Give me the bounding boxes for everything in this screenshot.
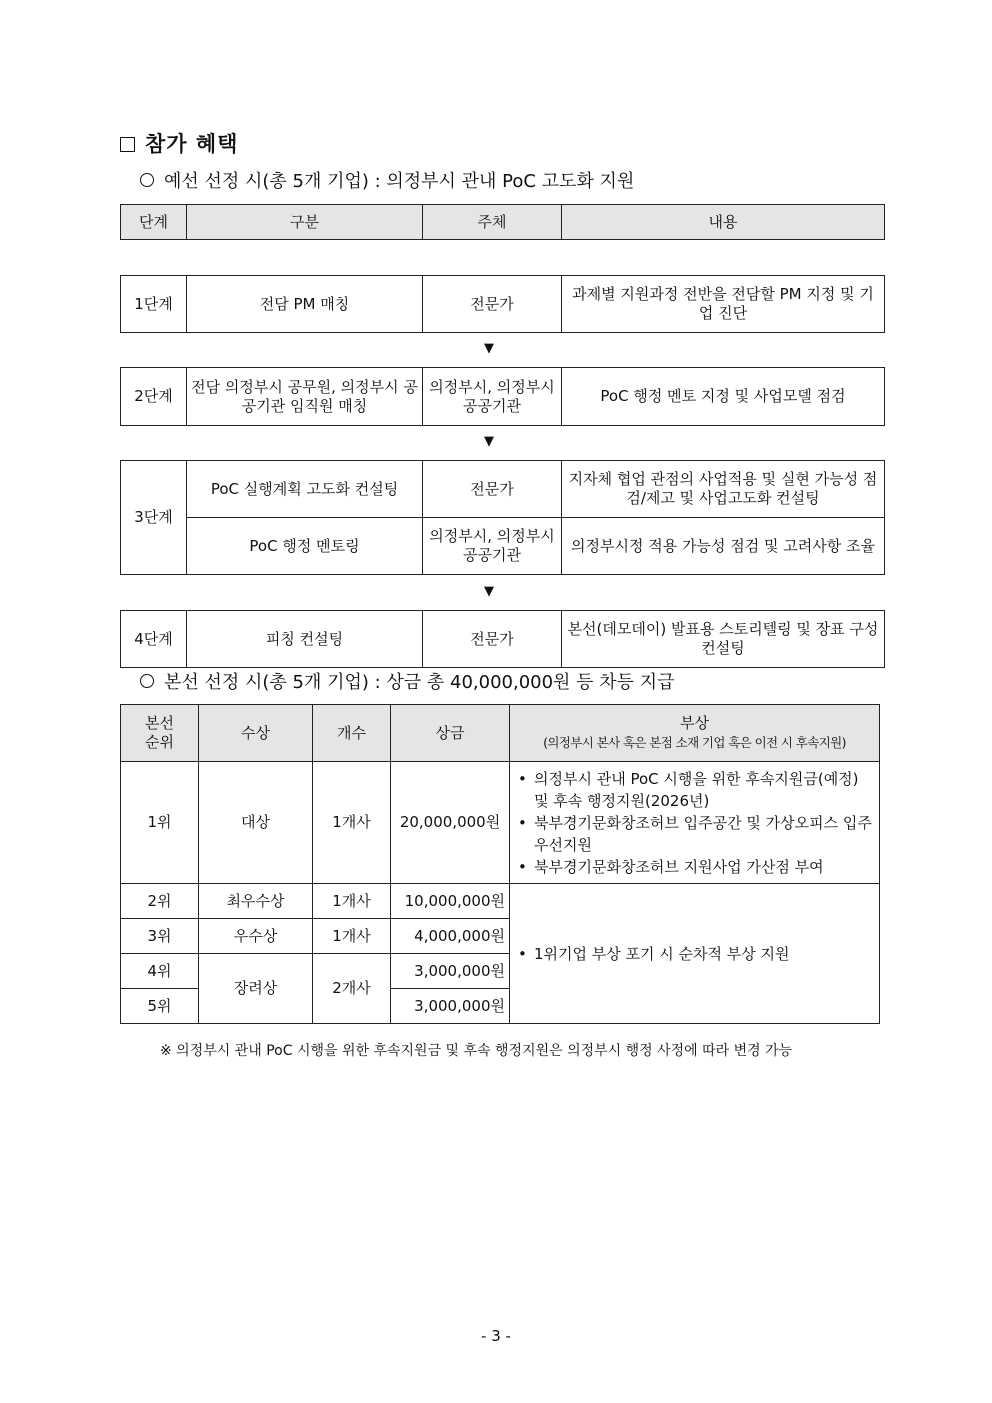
down-arrow-icon: ▼ — [484, 584, 494, 599]
stage3-actor-2: 의정부시, 의정부시 공공기관 — [423, 518, 562, 575]
header-category: 구분 — [187, 205, 423, 240]
down-arrow-icon: ▼ — [484, 434, 494, 449]
circle-bullet-icon — [140, 173, 154, 187]
circle-bullet-icon — [140, 674, 154, 688]
stage1-step: 1단계 — [121, 276, 187, 333]
stage4-step: 4단계 — [121, 611, 187, 668]
header-actor: 주체 — [423, 205, 562, 240]
stage2-table — [120, 367, 885, 426]
rank-1: 1위 — [121, 762, 199, 884]
award-1: 대상 — [199, 762, 313, 884]
bullet-icon: • — [518, 857, 527, 876]
benefit-item — [518, 856, 873, 878]
stage4-table — [120, 610, 885, 668]
prize-5: 3,000,000원 — [391, 989, 510, 1024]
header-award: 수상 — [199, 705, 313, 762]
rank-4: 4위 — [121, 954, 199, 989]
rank-3: 3위 — [121, 919, 199, 954]
page-number: - 3 - — [481, 1327, 511, 1345]
heading-text: 참가 혜택 — [145, 132, 239, 156]
bullet-icon: • — [518, 813, 527, 832]
down-arrow-icon: ▼ — [484, 341, 494, 356]
benefit-item — [518, 768, 873, 812]
final-title — [140, 668, 675, 694]
stage4-category: 피칭 컨설팅 — [187, 611, 423, 668]
award-2: 최우수상 — [199, 884, 313, 919]
benefit-text: 의정부시 관내 PoC 시행을 위한 후속지원금(예정) 및 후속 행정지원(2026년) — [534, 769, 859, 810]
benefit-text: 북부경기문화창조허브 지원사업 가산점 부여 — [534, 857, 824, 876]
stage1-category: 전담 PM 매칭 — [187, 276, 423, 333]
first-place-benefits — [510, 762, 880, 884]
footnote: ※ 의정부시 관내 PoC 시행을 위한 후속지원금 및 후속 행정지원은 의정부시 행정 사정에 따라 변경 가능 — [160, 1043, 793, 1059]
stage1-content: 과제별 지원과정 전반을 전담할 PM 지정 및 기업 진단 — [562, 276, 885, 333]
header-content: 내용 — [562, 205, 885, 240]
prelim-header-table — [120, 204, 885, 240]
stage2-step: 2단계 — [121, 368, 187, 426]
benefit-item — [518, 943, 873, 965]
award-4-5: 장려상 — [199, 954, 313, 1024]
awards-table — [120, 704, 880, 1024]
stage3-step: 3단계 — [121, 461, 187, 575]
prize-3: 4,000,000원 — [391, 919, 510, 954]
stage4-actor: 전문가 — [423, 611, 562, 668]
award-3: 우수상 — [199, 919, 313, 954]
benefit-text: 1위기업 부상 포기 시 순차적 부상 지원 — [534, 944, 790, 963]
benefit-item — [518, 812, 873, 856]
count-2: 1개사 — [313, 884, 391, 919]
header-step: 단계 — [121, 205, 187, 240]
stage1-table — [120, 275, 885, 333]
prize-4: 3,000,000원 — [391, 954, 510, 989]
bullet-icon: • — [518, 944, 527, 963]
other-place-benefits — [510, 884, 880, 1024]
stage3-category-2: PoC 행정 멘토링 — [187, 518, 423, 575]
bullet-icon: • — [518, 769, 527, 788]
header-prize: 상금 — [391, 705, 510, 762]
stage3-category-1: PoC 실행계획 고도화 컨설팅 — [187, 461, 423, 518]
stage2-content: PoC 행정 멘토 지정 및 사업모델 점검 — [562, 368, 885, 426]
section-heading — [120, 128, 238, 158]
count-3: 1개사 — [313, 919, 391, 954]
stage3-actor-1: 전문가 — [423, 461, 562, 518]
stage2-actor: 의정부시, 의정부시 공공기관 — [423, 368, 562, 426]
prelim-title-text: 예선 선정 시(총 5개 기업) : 의정부시 관내 PoC 고도화 지원 — [164, 171, 635, 192]
header-extra — [510, 705, 880, 762]
stage1-actor: 전문가 — [423, 276, 562, 333]
stage2-category: 전담 의정부시 공무원, 의정부시 공공기관 임직원 매칭 — [187, 368, 423, 426]
rank-2: 2위 — [121, 884, 199, 919]
header-extra-note: (의정부시 본사 혹은 본점 소재 기업 혹은 이전 시 후속지원) — [543, 735, 846, 750]
stage3-table — [120, 460, 885, 575]
checkbox-square-icon — [120, 137, 135, 152]
prize-1: 20,000,000원 — [391, 762, 510, 884]
prelim-title — [140, 167, 634, 193]
stage4-content: 본선(데모데이) 발표용 스토리텔링 및 장표 구성 컨설팅 — [562, 611, 885, 668]
count-1: 1개사 — [313, 762, 391, 884]
rank-5: 5위 — [121, 989, 199, 1024]
stage3-content-2: 의정부시정 적용 가능성 점검 및 고려사항 조율 — [562, 518, 885, 575]
final-title-text: 본선 선정 시(총 5개 기업) : 상금 총 40,000,000원 등 차등 지급 — [164, 672, 675, 693]
prize-2: 10,000,000원 — [391, 884, 510, 919]
count-4-5: 2개사 — [313, 954, 391, 1024]
stage3-content-1: 지자체 협업 관점의 사업적용 및 실현 가능성 점검/제고 및 사업고도화 컨설팅 — [562, 461, 885, 518]
header-extra-label: 부상 — [680, 714, 709, 732]
header-count: 개수 — [313, 705, 391, 762]
header-rank — [121, 705, 199, 762]
benefit-text: 북부경기문화창조허브 입주공간 및 가상오피스 입주 우선지원 — [534, 813, 872, 854]
header-rank-text: 본선 순위 — [145, 714, 174, 751]
